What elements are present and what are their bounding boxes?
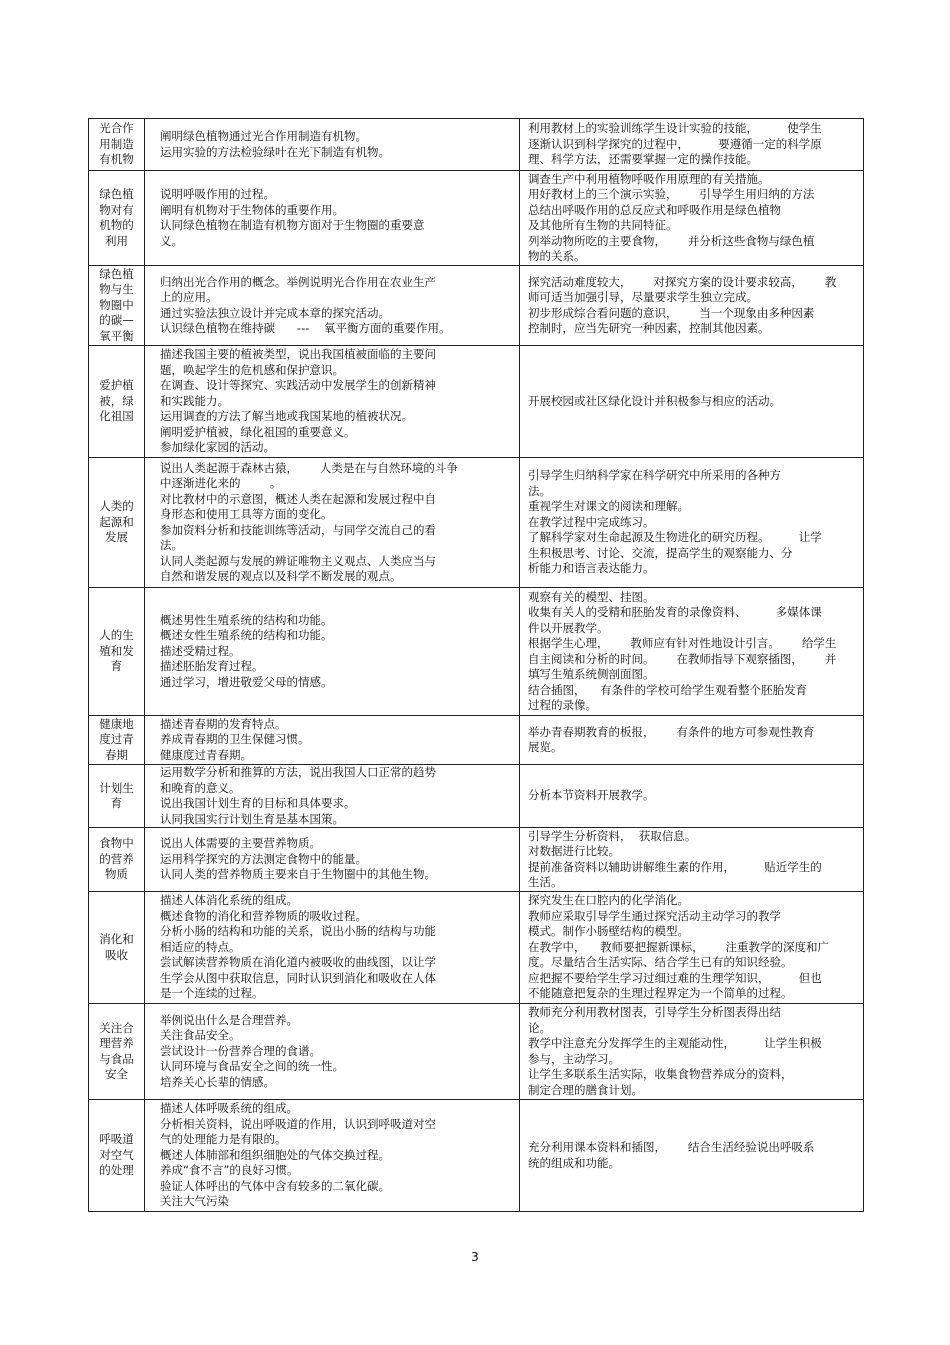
advice-line: 列举动物所吃的主要食物， 并分析这些食物与绿色植: [528, 233, 815, 248]
advice-line: 让学生多联系生活实际，收集食物营养成分的资料，: [528, 1067, 793, 1081]
goals-line: 描述人体消化系统的组成。: [160, 893, 298, 908]
topic-line: 消化和: [99, 932, 134, 946]
goals-line: 分析小肠的结构和功能的关系，说出小肠的结构与功能: [160, 924, 436, 939]
table-row: [89, 828, 864, 892]
advice-line: 利用教材上的实验训练学生设计实验的技能， 使学生: [528, 121, 822, 136]
goals-line: 关注食品安全。: [160, 1028, 241, 1043]
advice-line: 参与，主动学习。: [528, 1051, 620, 1066]
advice-line: 收集有关人的受精和胚胎发育的录像资料、 多媒体课: [528, 605, 822, 619]
goals-line: 题，唤起学生的危机感和保护意识。: [160, 362, 344, 377]
advice-line: 重视学生对课文的阅读和理解。: [528, 499, 689, 514]
advice-line: 充分利用课本资料和插图， 结合生活经验说出呼吸系: [528, 1140, 815, 1154]
advice-line: 析能力和语言表达能力。: [528, 561, 655, 576]
topic-line: 光合作: [99, 121, 134, 136]
topic-cell: [89, 458, 145, 588]
goals-cell: [145, 716, 520, 765]
goals-line: 认同绿色植物在制造有机物方面对于生物圈的重要意: [160, 218, 425, 232]
advice-line: 引导学生分析资料， 获取信息。: [528, 828, 697, 843]
goals-line: 阐明绿色植物通过光合作用制造有机物。: [160, 129, 367, 143]
table-row: [89, 892, 864, 1004]
advice-cell: [520, 892, 864, 1004]
topic-line: 与食品: [99, 1051, 134, 1066]
goals-line: 通过学习，增进敬爱父母的情感。: [160, 674, 333, 689]
topic-line: 食物中: [99, 836, 134, 851]
topic-line: 物圈中: [99, 297, 134, 312]
topic-line: 春期: [105, 747, 128, 762]
topic-cell: [89, 119, 145, 171]
goals-line: 分析相关资料，说出呼吸道的作用，认识到呼吸道对空: [160, 1116, 436, 1131]
goals-line: 描述受精过程。: [160, 643, 241, 658]
topic-line: 氧平衡: [99, 328, 134, 343]
goals-line: 归纳出光合作用的概念。举例说明光合作用在农业生产: [160, 274, 436, 289]
goals-line: 通过实验法独立设计并完成本章的探究活动。: [160, 305, 390, 320]
topic-line: 健康地: [99, 716, 134, 731]
goals-line: 描述青春期的发育特点。: [160, 716, 287, 731]
goals-cell: [145, 1004, 520, 1100]
advice-line: 初步形成综合看问题的意识， 当一个现象由多种因素: [528, 305, 815, 320]
goals-line: 运用数学分析和推算的方法，说出我国人口正常的趋势: [160, 765, 436, 779]
advice-line: 调查生产中利用植物呼吸作用原理的有关措施。: [528, 171, 770, 186]
advice-line: 教师充分利用教材图表，引导学生分析图表得出结: [528, 1005, 781, 1019]
goals-cell: [145, 266, 520, 346]
table-row: [89, 588, 864, 716]
advice-line: 控制时，应当先研究一种因素，控制其他因素。: [528, 321, 770, 335]
goals-line: 认识绿色植物在维持碳 --- 氧平衡方面的重要作用。: [160, 321, 451, 335]
goals-line: 说出人体需要的主要营养物质。: [160, 836, 321, 851]
advice-line: 及其他所有生物的共同特征。: [528, 218, 678, 232]
topic-cell: [89, 828, 145, 892]
advice-line: 根据学生心理， 教师应有针对性地设计引言。 给学生: [528, 636, 837, 650]
topic-line: 的碳—: [99, 313, 134, 328]
advice-line: 件以开展教学。: [528, 620, 609, 635]
table-row: [89, 266, 864, 346]
advice-line: 举办青春期教育的板报， 有条件的地方可参观性教育: [528, 724, 815, 739]
goals-line: 概述食物的消化和营养物质的吸收过程。: [160, 908, 367, 923]
topic-line: 被，绿: [99, 393, 134, 408]
advice-cell: [520, 588, 864, 716]
goals-line: 概述男性生殖系统的结构和功能。: [160, 612, 333, 627]
advice-line: 过程的录像。: [528, 698, 597, 712]
goals-line: 描述人体呼吸系统的组成。: [160, 1101, 298, 1116]
topic-line: 育: [110, 659, 123, 674]
goals-cell: [145, 892, 520, 1004]
goals-line: 培养关心长辈的情感。: [160, 1074, 275, 1089]
topic-line: 理营养: [99, 1036, 134, 1050]
goals-line: 自然和谐发展的观点以及科学不断发展的观点。: [160, 569, 402, 583]
topic-line: 对空气: [99, 1147, 134, 1162]
advice-line: 在教学中， 教师要把握新课标， 注重教学的深度和广: [528, 939, 830, 954]
table-body: [89, 119, 864, 1212]
advice-cell: [520, 1100, 864, 1212]
topic-cell: [89, 588, 145, 716]
goals-cell: [145, 1100, 520, 1212]
table-row: [89, 1004, 864, 1100]
topic-line: 吸收: [105, 947, 128, 962]
goals-line: 在调查、设计等探究、实践活动中发展学生的创新精神: [160, 378, 436, 393]
advice-line: 应把握不要给学生学习过细过难的生理学知识， 但也: [528, 970, 822, 985]
topic-line: 利用: [105, 233, 128, 248]
advice-line: 生积极思考、讨论、交流，提高学生的观察能力、分: [528, 545, 793, 560]
goals-cell: [145, 765, 520, 828]
goals-line: 尝试设计一份营养合理的食谱。: [160, 1043, 321, 1058]
advice-line: 理、科学方法，还需要掌握一定的操作技能。: [528, 152, 758, 167]
topic-line: 绿色植: [99, 187, 134, 201]
advice-line: 制定合理的膳食计划。: [528, 1082, 643, 1097]
advice-line: 度。尽量结合生活实际、结合学生已有的知识经验。: [528, 955, 793, 970]
advice-line: 论。: [528, 1020, 551, 1035]
advice-line: 对数据进行比较。: [528, 844, 620, 858]
goals-line: 身形态和使用工具等方面的变化。: [160, 507, 333, 521]
topic-line: 发展: [105, 530, 128, 545]
goals-line: 关注大气污染: [160, 1194, 229, 1209]
goals-line: 尝试解读营养物质在消化道内被吸收的曲线图，以让学: [160, 955, 436, 970]
goals-line: 阐明爱护植被，绿化祖国的重要意义。: [160, 424, 356, 439]
advice-line: 引导学生归纳科学家在科学研究中所采用的各种方: [528, 468, 781, 483]
topic-line: 有机物: [99, 152, 134, 167]
goals-cell: [145, 828, 520, 892]
topic-line: 人的生: [99, 628, 134, 643]
goals-line: 参加绿化家园的活动。: [160, 440, 275, 455]
page-number: 3: [471, 1250, 479, 1264]
topic-line: 殖和发: [99, 643, 134, 658]
advice-cell: [520, 765, 864, 828]
topic-line: 计划生: [99, 780, 134, 795]
goals-line: 认同人类起源与发展的辨证唯物主义观点、人类应当与: [160, 553, 436, 568]
topic-cell: [89, 716, 145, 765]
goals-line: 认同人类的营养物质主要来自于生物圈中的其他生物。: [160, 867, 436, 882]
topic-line: 物质: [105, 867, 128, 882]
advice-line: 统的组成和功能。: [528, 1155, 620, 1170]
advice-line: 用好教材上的三个演示实验， 引导学生用归纳的方法: [528, 187, 815, 201]
topic-line: 机物的: [99, 218, 134, 232]
goals-line: 描述我国主要的植被类型，说出我国植被面临的主要问: [160, 347, 436, 362]
advice-line: 教学中注意充分发挥学生的主观能动性， 让学生积极: [528, 1036, 822, 1050]
goals-line: 法。: [160, 538, 183, 552]
advice-cell: [520, 266, 864, 346]
goals-line: 运用调查的方法了解当地或我国某地的植被状况。: [160, 409, 413, 424]
goals-line: 和实践能力。: [160, 393, 229, 408]
goals-line: 举例说出什么是合理营养。: [160, 1012, 298, 1027]
topic-line: 物与生: [99, 282, 134, 297]
curriculum-table: [88, 118, 864, 1212]
goals-line: 认同环境与食品安全之间的统一性。: [160, 1059, 344, 1074]
goals-line: 说明呼吸作用的过程。: [160, 187, 275, 201]
advice-line: 探究活动难度较大， 对探究方案的设计要求较高， 教: [528, 274, 837, 289]
advice-cell: [520, 458, 864, 588]
advice-line: 填写生殖系统侧剖面图。: [528, 667, 655, 681]
topic-line: 起源和: [99, 514, 134, 529]
advice-line: 法。: [528, 483, 551, 498]
goals-line: 概述女性生殖系统的结构和功能。: [160, 628, 333, 643]
advice-line: 分析本节资料开展教学。: [528, 788, 655, 803]
advice-line: 生活。: [528, 875, 563, 889]
goals-line: 上的应用。: [160, 290, 218, 304]
advice-line: 提前准备资料以辅助讲解维生素的作用， 贴近学生的: [528, 859, 822, 874]
goals-line: 运用科学探究的方法测定食物中的能量。: [160, 851, 367, 866]
advice-line: 在教学过程中完成练习。: [528, 514, 655, 529]
topic-cell: [89, 346, 145, 458]
advice-line: 开展校园或社区绿化设计并积极参与相应的活动。: [528, 393, 781, 408]
topic-cell: [89, 765, 145, 828]
advice-cell: [520, 119, 864, 171]
topic-line: 绿色植: [99, 266, 134, 281]
goals-line: 对比教材中的示意图，概述人类在起源和发展过程中自: [160, 491, 436, 506]
advice-line: 逐渐认识到科学探究的过程中， 要遵循一定的科学原: [528, 136, 822, 151]
advice-cell: [520, 1004, 864, 1100]
topic-line: 的营养: [99, 851, 134, 866]
topic-cell: [89, 1100, 145, 1212]
advice-cell: [520, 716, 864, 765]
topic-cell: [89, 892, 145, 1004]
goals-cell: [145, 346, 520, 458]
table-row: [89, 716, 864, 765]
topic-line: 物对有: [99, 202, 134, 217]
goals-line: 和晚育的意义。: [160, 780, 241, 795]
advice-line: 物的关系。: [528, 249, 586, 263]
advice-line: 总结出呼吸作用的总反应式和呼吸作用是绿色植物: [528, 202, 781, 217]
topic-line: 的处理: [99, 1163, 134, 1178]
goals-line: 养成“食不言”的良好习惯。: [160, 1163, 299, 1178]
table-row: [89, 1100, 864, 1212]
advice-line: 模式。制作小肠壁结构的模型。: [528, 924, 689, 939]
advice-line: 教师应采取引导学生通过探究活动主动学习的教学: [528, 908, 781, 923]
goals-cell: [145, 588, 520, 716]
advice-line: 自主阅读和分析的时间。 在教师指导下观察插图， 并: [528, 651, 837, 666]
advice-cell: [520, 346, 864, 458]
goals-line: 健康度过青春期。: [160, 747, 252, 762]
advice-cell: [520, 828, 864, 892]
topic-line: 用制造: [99, 136, 134, 151]
goals-line: 生学会从图中获取信息，同时认识到消化和吸收在人体: [160, 970, 436, 985]
topic-line: 爱护植: [99, 378, 134, 393]
goals-line: 义。: [160, 233, 183, 248]
topic-line: 关注合: [99, 1020, 134, 1035]
goals-cell: [145, 171, 520, 266]
goals-cell: [145, 458, 520, 588]
table-row: [89, 171, 864, 266]
topic-line: 化祖国: [99, 409, 134, 424]
topic-cell: [89, 1004, 145, 1100]
topic-cell: [89, 266, 145, 346]
advice-line: 结合插图， 有条件的学校可给学生观看整个胚胎发育: [528, 682, 808, 697]
table-row: [89, 458, 864, 588]
goals-line: 参加资料分析和技能训练等活动，与同学交流自己的看: [160, 522, 436, 537]
table-row: [89, 765, 864, 828]
goals-line: 是一个连续的过程。: [160, 986, 264, 1001]
goals-line: 气的处理能力是有限的。: [160, 1132, 287, 1147]
advice-cell: [520, 171, 864, 266]
table-row: [89, 346, 864, 458]
topic-line: 呼吸道: [99, 1132, 134, 1147]
advice-line: 探究发生在口腔内的化学消化。: [528, 893, 689, 908]
goals-line: 验证人体呼出的气体中含有较多的二氧化碳。: [160, 1178, 390, 1193]
goals-line: 描述胚胎发育过程。: [160, 659, 264, 674]
goals-line: 说出人类起源于森林古猿， 人类是在与自然环境的斗争: [160, 460, 458, 475]
topic-line: 人类的: [99, 499, 134, 514]
topic-line: 育: [110, 796, 123, 810]
advice-line: 观察有关的模型、挂图。: [528, 589, 655, 604]
advice-line: 展览。: [528, 740, 563, 754]
topic-cell: [89, 171, 145, 266]
goals-line: 认同我国实行计划生育是基本国策。: [160, 811, 344, 826]
table-row: [89, 119, 864, 171]
goals-line: 概述人体肺部和组织细胞处的气体交换过程。: [160, 1147, 390, 1162]
goals-line: 运用实验的方法检验绿叶在光下制造有机物。: [160, 144, 390, 159]
goals-line: 相适应的特点。: [160, 939, 241, 954]
topic-line: 安全: [105, 1067, 128, 1081]
goals-line: 阐明有机物对于生物体的重要作用。: [160, 202, 344, 217]
topic-line: 度过青: [99, 732, 134, 747]
goals-line: 中逐渐进化来的 。: [160, 476, 282, 490]
goals-cell: [145, 119, 520, 171]
goals-line: 说出我国计划生育的目标和具体要求。: [160, 796, 356, 810]
advice-line: 了解科学家对生命起源及生物进化的研究历程。 让学: [528, 530, 822, 545]
advice-line: 不能随意把复杂的生理过程界定为一个简单的过程。: [528, 986, 793, 1001]
goals-line: 养成青春期的卫生保健习惯。: [160, 732, 310, 747]
advice-line: 师可适当加强引导，尽量要求学生独立完成。: [528, 290, 758, 304]
